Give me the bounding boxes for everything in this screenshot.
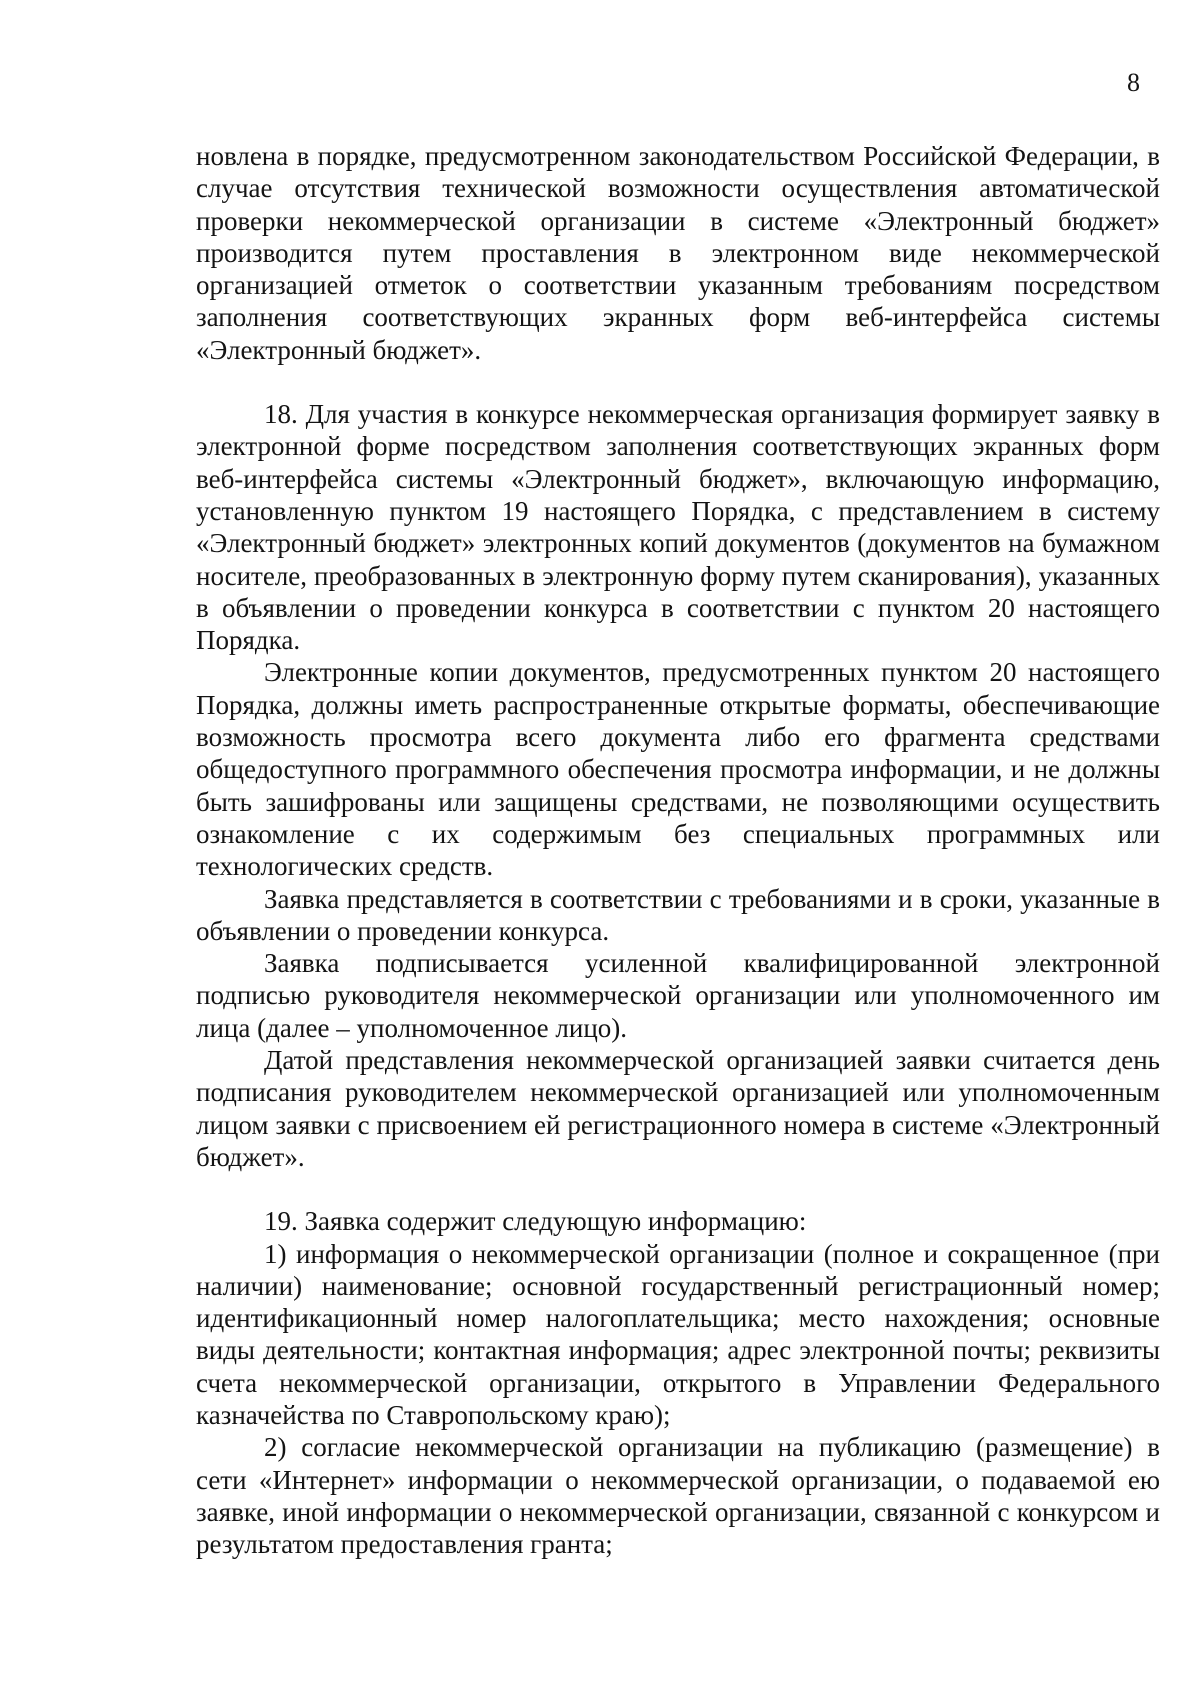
paragraph-application-submission: Заявка представляется в соответствии с требованиями и в сроки, указанные в объявлении о проведении конкурса.: [196, 883, 1160, 946]
paragraph-application-signature: Заявка подписывается усиленной квалифицированной электронной подписью руководителя некоммерческой организации или уполномоченного им лица (далее – уполномоченное лицо).: [196, 948, 1160, 1043]
page-number: 8: [1127, 68, 1140, 97]
paragraph-electronic-copies: Электронные копии документов, предусмотренных пунктом 20 настоящего Порядка, должны иметь распространенные открытые форматы, обеспечивающие возможность просмотра всего документа либо его фрагмента средствами общедоступного программного обеспечения просмотра информации, и не должны быть зашифрованы или защищены средствами, не позволяющими осуществить ознакомление с их содержимым без специальных программных или технологических средств.: [196, 657, 1160, 882]
document-body: [196, 140, 1160, 1560]
paragraph-continuation: новлена в порядке, предусмотренном законодательством Российской Федерации, в случае отсутствия технической возможности осуществления автоматической проверки некоммерческой организации в системе «Электронный бюджет» производится путем проставления в электронном виде некоммерческой организацией отметок о соответствии указанным требованиям посредством заполнения соответствующих экранных форм веб-интерфейса системы «Электронный бюджет».: [196, 141, 1160, 365]
list-item-1: 1) информация о некоммерческой организации (полное и сокращенное (при наличии) наименование; основной государственный регистрационный номер; идентификационный номер налогоплательщика; место нахождения; основные виды деятельности; контактная информация; адрес электронной почты; реквизиты счета некоммерческой организации, открытого в Управлении Федерального казначейства по Ставропольскому краю);: [196, 1238, 1160, 1430]
paragraph-submission-date: Датой представления некоммерческой организацией заявки считается день подписания руководителем некоммерческой организацией или уполномоченным лицом заявки с присвоением ей регистрационного номера в системе «Электронный бюджет».: [196, 1045, 1160, 1172]
list-item-2: 2) согласие некоммерческой организации на публикацию (размещение) в сети «Интернет» информации о некоммерческой организации, о подаваемой ею заявке, иной информации о некоммерческой организации, связанной с конкурсом и результатом предоставления гранта;: [196, 1432, 1160, 1560]
paragraph-19: 19. Заявка содержит следующую информацию:: [264, 1206, 807, 1237]
paragraph-18: 18. Для участия в конкурсе некоммерческая организация формирует заявку в электронной форме посредством заполнения соответствующих экранных форм веб-интерфейса системы «Электронный бюджет», включающую информацию, установленную пунктом 19 настоящего Порядка, с представлением в систему «Электронный бюджет» электронных копий документов (документов на бумажном носителе, преобразованных в электронную форму путем сканирования), указанных в объявлении о проведении конкурса в соответствии с пунктом 20 настоящего Порядка.: [196, 399, 1160, 656]
